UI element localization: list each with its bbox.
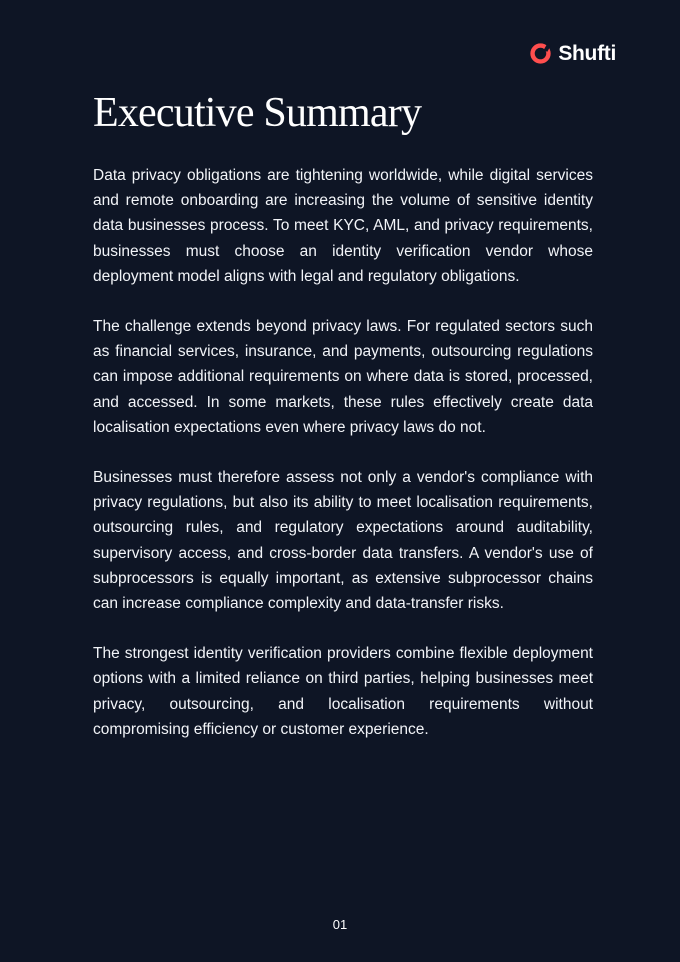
brand-logo <box>529 42 616 65</box>
paragraph: The strongest identity verification providers combine flexible deployment options with a limited reliance on third parties, helping businesses meet privacy, outsourcing, and localisation requirements without compromising efficiency or customer experience. <box>93 645 593 738</box>
page-number: 01 <box>332 917 348 932</box>
shufti-logo-icon <box>529 42 552 65</box>
brand-name: Shufti <box>558 42 616 65</box>
paragraph: Businesses must therefore assess not only a vendor's compliance with privacy regulations, but also its ability to meet localisation requirements, outsourcing rules, and regulatory expectations around auditability, supervisory access, and cross-border data transfers. A vendor's use of subprocessors is equally important, as extensive subprocessor chains can increase compliance complexity and data-transfer risks. <box>93 469 593 613</box>
page-title: Executive Summary <box>93 90 422 136</box>
paragraph: Data privacy obligations are tightening worldwide, while digital services and remote onboarding are increasing the volume of sensitive identity data businesses process. To meet KYC, AML, and privacy requirements, businesses must choose an identity verification vendor whose deployment model aligns with legal and regulatory obligations. <box>93 167 593 285</box>
summary-body <box>93 163 593 767</box>
paragraph: The challenge extends beyond privacy laws. For regulated sectors such as financial services, insurance, and payments, outsourcing regulations can impose additional requirements on where data is stored, processed, and accessed. In some markets, these rules effectively create data localisation expectations even where privacy laws do not. <box>93 318 593 436</box>
